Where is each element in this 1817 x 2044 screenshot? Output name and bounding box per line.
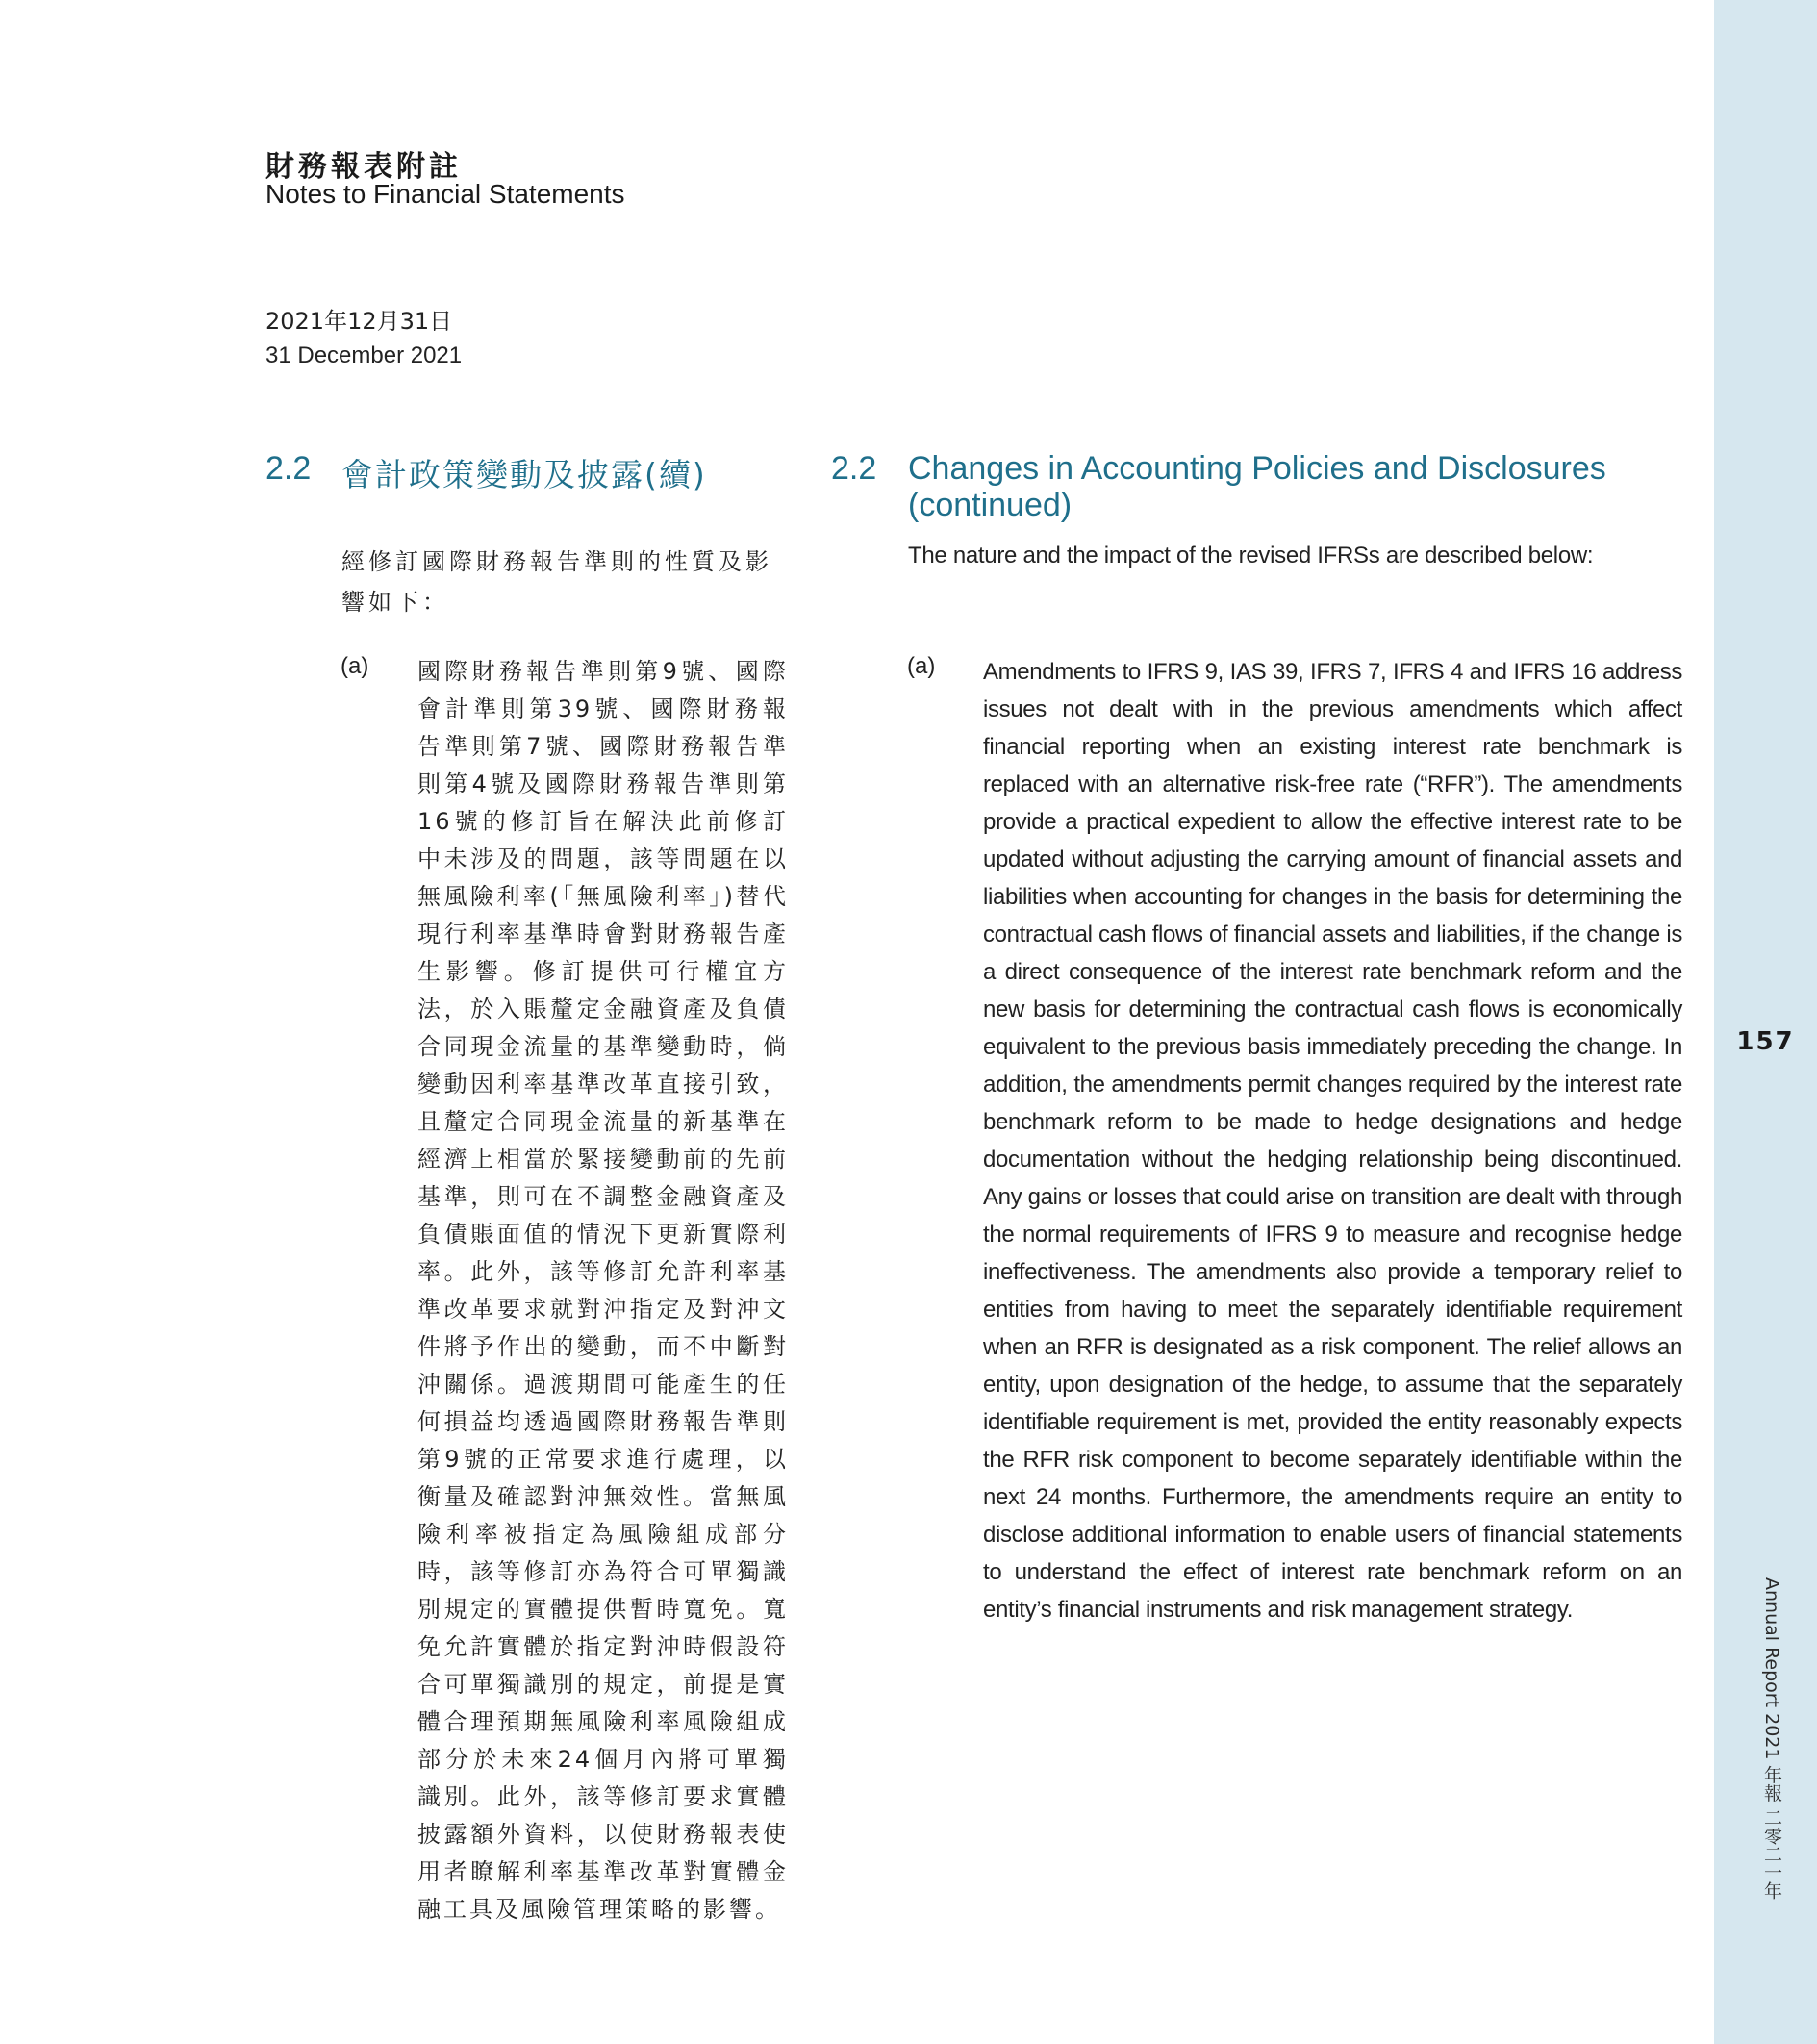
section-title-en: Changes in Accounting Policies and Disclosures (continued): [908, 450, 1606, 523]
section-number-zh: 2.2: [265, 450, 312, 487]
date-zh: 2021年12月31日: [265, 308, 453, 335]
header-title-zh: 財務報表附註: [265, 150, 462, 184]
item-label-zh: (a): [341, 653, 369, 679]
item-label-en: (a): [907, 653, 936, 679]
section-title-zh: 會計政策變動及披露(續): [341, 456, 707, 493]
paragraph-en: Amendments to IFRS 9, IAS 39, IFRS 7, IFRS 4 and IFRS 16 address issues not dealt with in the previous amendments which affect financial reporting when an existing interest rate benchmark is replaced with an alternative risk-free rate (“RFR”). The amendments provide a practical expedient to allow the effective interest rate to be updated without adjusting the carrying amount of financial assets and liabilities when accounting for changes in the basis for determining the contractual cash flows of financial assets and liabilities, if the change is a direct consequence of the interest rate benchmark reform and the new basis for determining the contractual cash flows is economically equivalent to the previous basis immediately preceding the change. In addition, the amendments permit changes required by the interest rate benchmark reform to be made to hedge designations and hedge documentation without the hedging relationship being discontinued. Any gains or losses that could arise on transition are dealt with through the normal requirements of IFRS 9 to measure and recognise hedge ineffectiveness. The amendments also provide a temporary relief to entities from having to meet the separately identifiable requirement when an RFR is designated as a risk component. The relief allows an entity, upon designation of the hedge, to assume that the separately identifiable requirement is met, provided the entity reasonably expects the RFR risk component to become separately identifiable within the next 24 months. Furthermore, the amendments require an entity to disclose additional information to enable users of financial statements to understand the effect of interest rate benchmark reform on an entity’s financial instruments and risk management strategy.: [983, 659, 1682, 1623]
annual-report-label: Annual Report 2021 年報 二零二一年: [1761, 1577, 1782, 1900]
paragraph-zh: 國際財務報告準則第9號、國際會計準則第39號、國際財務報告準則第7號、國際財務報告準則第4號及國際財務報告準則第16號的修訂旨在解決此前修訂中未涉及的問題，該等問題在以無風險利率(「無風險利率」)替代現行利率基準時會對財務報告產生影響。修訂提供可行權宜方法，於入賬釐定金融資產及負債合同現金流量的基準變動時，倘變動因利率基準改革直接引致，且釐定合同現金流量的新基準在經濟上相當於緊接變動前的先前基準，則可在不調整金融資產及負債賬面值的情況下更新實際利率。此外，該等修訂允許利率基準改革要求就對沖指定及對沖文件將予作出的變動，而不中斷對沖關係。過渡期間可能產生的任何損益均透過國際財務報告準則第9號的正常要求進行處理，以衡量及確認對沖無效性。當無風險利率被指定為風險組成部分時，該等修訂亦為符合可單獨識別規定的實體提供暫時寬免。寬免允許實體於指定對沖時假設符合可單獨識別的規定，前提是實體合理預期無風險利率風險組成部分於未來24個月內將可單獨識別。此外，該等修訂要求實體披露額外資料，以使財務報表使用者瞭解利率基準改革對實體金融工具及風險管理策略的影響。: [417, 658, 789, 1923]
section-number-en: 2.2: [831, 450, 877, 487]
page-number: 157: [1736, 1027, 1795, 1056]
intro-text-zh: 經修訂國際財務報告準則的性質及影響如下：: [341, 548, 772, 616]
date-en: 31 December 2021: [265, 342, 463, 368]
header-title-en: Notes to Financial Statements: [265, 179, 625, 209]
intro-text-en: The nature and the impact of the revised IFRSs are described below:: [908, 543, 1594, 568]
